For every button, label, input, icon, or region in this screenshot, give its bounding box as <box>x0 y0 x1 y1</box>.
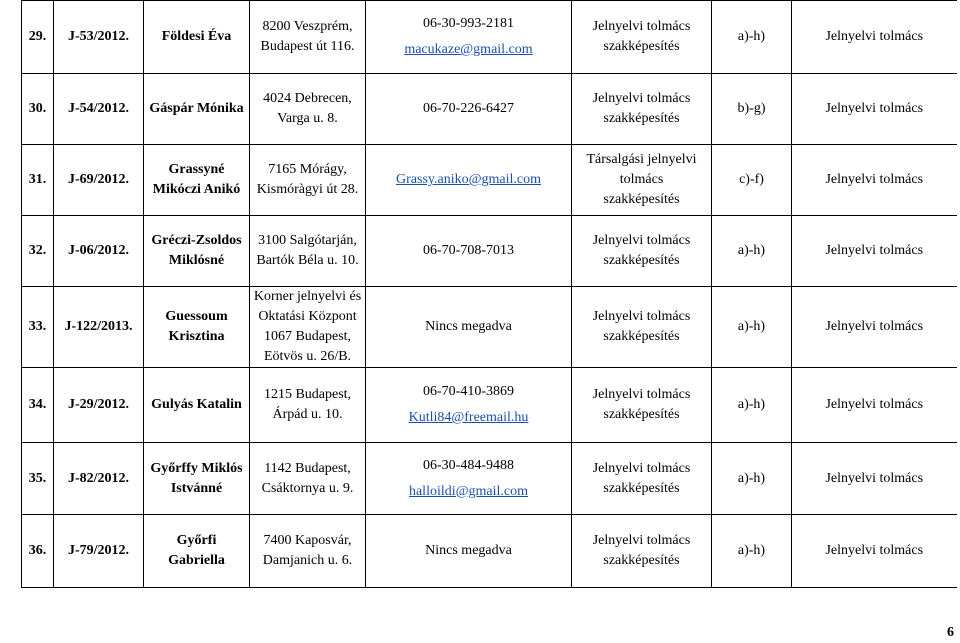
address-line: 7165 Mórágy, <box>268 162 347 177</box>
person-name <box>144 287 250 368</box>
person-name-line: Istvánné <box>170 480 223 496</box>
email-link[interactable]: macukaze@gmail.com <box>404 42 533 57</box>
person-name <box>144 74 250 145</box>
contact-text: 06-30-484-9488 <box>423 457 514 473</box>
address <box>250 74 366 145</box>
address <box>250 216 366 287</box>
qualification <box>572 443 712 515</box>
person-name <box>144 368 250 443</box>
qualification-line: szakképesítés <box>603 192 680 207</box>
person-name-line: Guessoum <box>165 309 228 324</box>
table-row <box>22 1 957 74</box>
address-line: Bartók Béla u. 10. <box>256 253 359 268</box>
address-line: 8200 Veszprém, <box>262 19 353 34</box>
address-line: Csáktornya u. 9. <box>261 480 354 496</box>
registration-id: J-82/2012. <box>54 443 144 515</box>
contact-text: 06-70-226-6427 <box>423 101 514 116</box>
competence-codes: a)-h) <box>712 443 792 515</box>
address <box>250 443 366 515</box>
row-number: 30. <box>22 74 54 145</box>
qualification-line: Jelnyelvi tolmács <box>592 91 691 106</box>
competence-codes: c)-f) <box>712 145 792 216</box>
person-name-line: Gréczi-Zsoldos <box>151 233 242 248</box>
contact-text: Nincs megadva <box>425 319 512 334</box>
page-number: 6 <box>947 625 954 640</box>
person-name-line: Gabriella <box>168 553 225 568</box>
row-number: 33. <box>22 287 54 368</box>
contact-text: Nincs megadva <box>425 543 512 558</box>
row-number: 32. <box>22 216 54 287</box>
address <box>250 515 366 588</box>
qualification-line: szakképesítés <box>603 553 680 568</box>
role: Jelnyelvi tolmács <box>792 443 957 515</box>
qualification <box>572 145 712 216</box>
address-line: Eötvös u. 26/B. <box>263 349 352 364</box>
qualification-line: Jelnyelvi tolmács <box>592 233 691 248</box>
competence-codes: a)-h) <box>712 1 792 74</box>
registration-id: J-54/2012. <box>54 74 144 145</box>
contact <box>366 287 572 368</box>
qualification-line: szakképesítés <box>603 111 680 126</box>
person-name-line: Gulyás Katalin <box>151 397 242 412</box>
qualification-line: Jelnyelvi tolmács <box>592 19 691 34</box>
row-number: 31. <box>22 145 54 216</box>
registration-id: J-06/2012. <box>54 216 144 287</box>
contact <box>366 1 572 74</box>
email-link[interactable]: Grassy.aniko@gmail.com <box>396 172 541 187</box>
person-name <box>144 515 250 588</box>
qualification <box>572 74 712 145</box>
contact-text: 06-70-410-3869 <box>423 384 514 399</box>
table-row <box>22 74 957 145</box>
address-line: Korner jelnyelvi és <box>253 289 362 304</box>
table-row <box>22 145 957 216</box>
qualification-line: Jelnyelvi tolmács <box>592 460 691 476</box>
table-row <box>22 287 957 368</box>
person-name-line: Gáspár Mónika <box>149 101 244 116</box>
competence-codes: a)-h) <box>712 515 792 588</box>
address <box>250 145 366 216</box>
person-name-line: Grassyné <box>168 162 225 177</box>
qualification-line: szakképesítés <box>603 253 680 268</box>
qualification <box>572 216 712 287</box>
qualification-line: Jelnyelvi tolmács <box>592 309 691 324</box>
qualification <box>572 515 712 588</box>
role: Jelnyelvi tolmács <box>792 287 957 368</box>
role: Jelnyelvi tolmács <box>792 74 957 145</box>
address <box>250 1 366 74</box>
contact-text: 06-70-708-7013 <box>423 243 514 258</box>
qualification-line: szakképesítés <box>603 329 680 344</box>
registration-id: J-29/2012. <box>54 368 144 443</box>
address-line: Árpád u. 10. <box>272 407 343 422</box>
address-line: 7400 Kaposvár, <box>263 533 352 548</box>
contact <box>366 368 572 443</box>
row-number: 36. <box>22 515 54 588</box>
role: Jelnyelvi tolmács <box>792 1 957 74</box>
registration-id: J-53/2012. <box>54 1 144 74</box>
row-number: 35. <box>22 443 54 515</box>
qualification-line: szakképesítés <box>603 39 680 54</box>
role: Jelnyelvi tolmács <box>792 368 957 443</box>
address <box>250 368 366 443</box>
address-line: Oktatási Központ <box>258 309 357 324</box>
registration-id: J-79/2012. <box>54 515 144 588</box>
contact-text: 06-30-993-2181 <box>423 16 514 31</box>
address-line: 1067 Budapest, <box>263 329 352 344</box>
competence-codes: b)-g) <box>712 74 792 145</box>
row-number: 29. <box>22 1 54 74</box>
qualification <box>572 1 712 74</box>
contact <box>366 145 572 216</box>
competence-codes: a)-h) <box>712 368 792 443</box>
address-line: Damjanich u. 6. <box>262 553 353 568</box>
person-name <box>144 145 250 216</box>
person-name-line: Győrffy Miklós <box>150 460 243 476</box>
qualification <box>572 287 712 368</box>
table-row <box>22 515 957 588</box>
table-row <box>22 368 957 443</box>
person-name-line: Krisztina <box>168 329 225 344</box>
person-name-line: Győrfi <box>176 533 217 548</box>
qualification <box>572 368 712 443</box>
registry-table <box>21 0 957 588</box>
address-line: 4024 Debrecen, <box>263 91 352 106</box>
role: Jelnyelvi tolmács <box>792 216 957 287</box>
role: Jelnyelvi tolmács <box>792 145 957 216</box>
qualification-line: Társalgási jelnyelvi <box>586 152 697 167</box>
table-row <box>22 443 957 515</box>
registration-id: J-122/2013. <box>54 287 144 368</box>
competence-codes: a)-h) <box>712 216 792 287</box>
address <box>250 287 366 368</box>
person-name-line: Földesi Éva <box>161 29 232 44</box>
address-line: Budapest út 116. <box>260 39 355 54</box>
person-name-line: Mikóczi Anikó <box>152 182 241 197</box>
person-name <box>144 1 250 74</box>
contact <box>366 515 572 588</box>
row-number: 34. <box>22 368 54 443</box>
address-line: 1142 Budapest, <box>264 460 351 476</box>
role: Jelnyelvi tolmács <box>792 515 957 588</box>
address-line: 3100 Salgótarján, <box>258 233 357 248</box>
person-name-line: Miklósné <box>168 253 225 268</box>
address-line: Varga u. 8. <box>277 111 338 126</box>
competence-codes: a)-h) <box>712 287 792 368</box>
contact <box>366 443 572 515</box>
person-name <box>144 216 250 287</box>
qualification-line: Jelnyelvi tolmács <box>592 533 691 548</box>
table-row <box>22 216 957 287</box>
address-line: 1215 Budapest, <box>263 387 352 402</box>
contact <box>366 74 572 145</box>
qualification-line: tolmács <box>619 172 664 187</box>
qualification-line: szakképesítés <box>603 407 680 422</box>
person-name <box>144 443 250 515</box>
registration-id: J-69/2012. <box>54 145 144 216</box>
qualification-line: Jelnyelvi tolmács <box>592 387 691 402</box>
contact <box>366 216 572 287</box>
email-link[interactable]: halloildi@gmail.com <box>408 483 529 499</box>
address-line: Kismóràgyi út 28. <box>256 182 359 197</box>
email-link[interactable]: Kutli84@freemail.hu <box>408 410 529 425</box>
qualification-line: szakképesítés <box>603 480 680 496</box>
